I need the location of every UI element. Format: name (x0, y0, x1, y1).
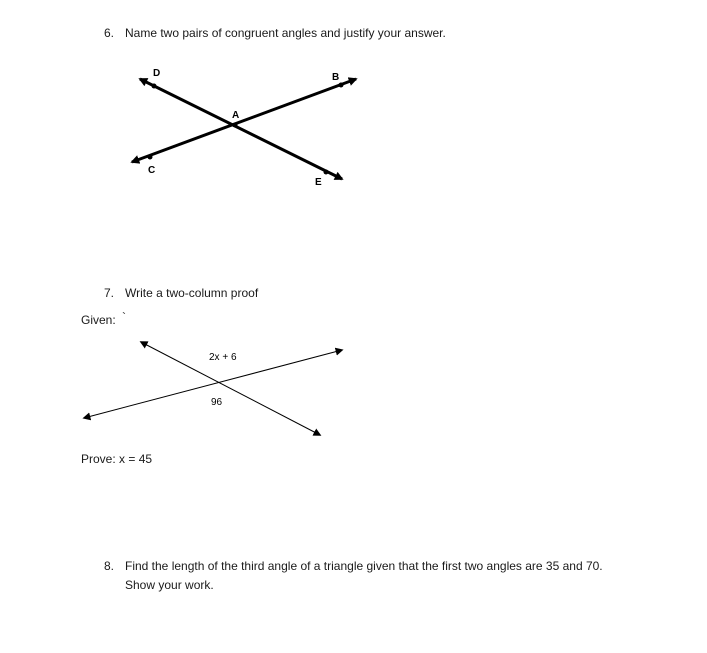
given-mark: ` (122, 310, 126, 324)
prove-statement: Prove: x = 45 (81, 452, 153, 466)
point-b-dot (339, 83, 344, 88)
question-7-text: Write a two-column proof (125, 286, 259, 300)
question-8-text-line1: Find the length of the third angle of a triangle given that the first two angles are 35 and 70. (125, 559, 603, 573)
question-8-number: 8. (104, 559, 115, 573)
label-d: D (153, 68, 161, 79)
point-e-dot (324, 170, 329, 175)
label-b: B (332, 72, 340, 83)
label-a: A (232, 110, 240, 121)
angle-label-2x-plus-6: 2x + 6 (209, 352, 237, 363)
question-7-number: 7. (104, 286, 115, 300)
angle-label-96: 96 (211, 397, 223, 408)
question-6-number: 6. (104, 26, 115, 40)
point-a-dot (233, 123, 238, 128)
label-e: E (315, 177, 322, 188)
label-c: C (148, 165, 156, 176)
question-6-text: Name two pairs of congruent angles and justify your answer. (125, 26, 446, 40)
question-8-text-line2: Show your work. (125, 578, 214, 592)
given-label: Given: (81, 313, 116, 327)
point-c-dot (148, 155, 153, 160)
point-d-dot (152, 84, 157, 89)
